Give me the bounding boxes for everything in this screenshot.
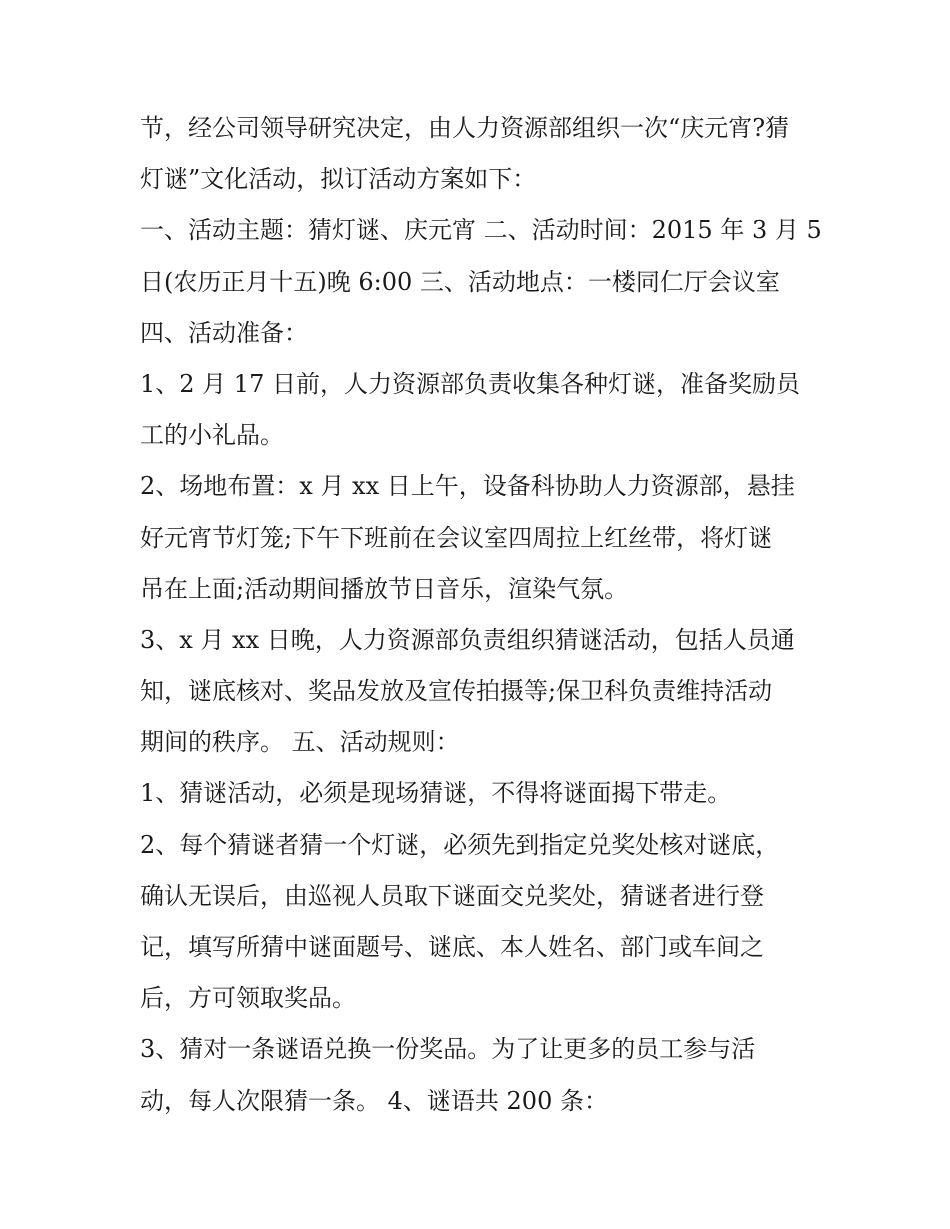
text-line: 一、活动主题：猜灯谜、庆元宵 二、活动时间：2015 年 3 月 5 bbox=[140, 216, 822, 245]
text-line: 好元宵节灯笼;下午下班前在会议室四周拉上红丝带，将灯谜 bbox=[140, 523, 773, 552]
text-line: 吊在上面;活动期间播放节日音乐，渲染气氛。 bbox=[140, 574, 629, 603]
text-line: 日(农历正月十五)晚 6:00 三、活动地点：一楼同仁厅会议室 bbox=[140, 267, 780, 296]
text-line: 1、猜谜活动，必须是现场猜谜，不得将谜面揭下带走。 bbox=[140, 779, 732, 808]
text-line: 3、x 月 xx 日晚，人力资源部负责组织猜谜活动，包括人员通 bbox=[140, 625, 795, 654]
text-line: 动，每人次限猜一条。 4、谜语共 200 条： bbox=[140, 1086, 608, 1115]
text-line: 期间的秩序。 五、活动规则： bbox=[140, 728, 460, 757]
text-line: 后，方可领取奖品。 bbox=[140, 984, 356, 1013]
text-line: 工的小礼品。 bbox=[140, 421, 284, 450]
text-line: 2、每个猜谜者猜一个灯谜，必须先到指定兑奖处核对谜底， bbox=[140, 830, 780, 859]
text-line: 确认无误后，由巡视人员取下谜面交兑奖处，猜谜者进行登 bbox=[140, 881, 764, 910]
text-line: 3、猜对一条谜语兑换一份奖品。为了让更多的员工参与活 bbox=[140, 1035, 756, 1064]
text-line: 知，谜底核对、奖品发放及宣传拍摄等;保卫科负责维持活动 bbox=[140, 677, 773, 706]
text-line: 灯谜”文化活动，拟订活动方案如下： bbox=[140, 165, 537, 194]
text-line: 记，填写所猜中谜面题号、谜底、本人姓名、部门或车间之 bbox=[140, 933, 764, 961]
section-heading: 四、活动准备： bbox=[140, 318, 308, 347]
text-line: 2、场地布置：x 月 xx 日上午，设备科协助人力资源部，悬挂 bbox=[140, 472, 795, 501]
document-body bbox=[140, 103, 820, 1127]
text-line: 节，经公司领导研究决定，由人力资源部组织一次“庆元宵?猜 bbox=[140, 114, 790, 142]
text-line: 1、2 月 17 日前，人力资源部负责收集各种灯谜，准备奖励员 bbox=[140, 369, 800, 398]
